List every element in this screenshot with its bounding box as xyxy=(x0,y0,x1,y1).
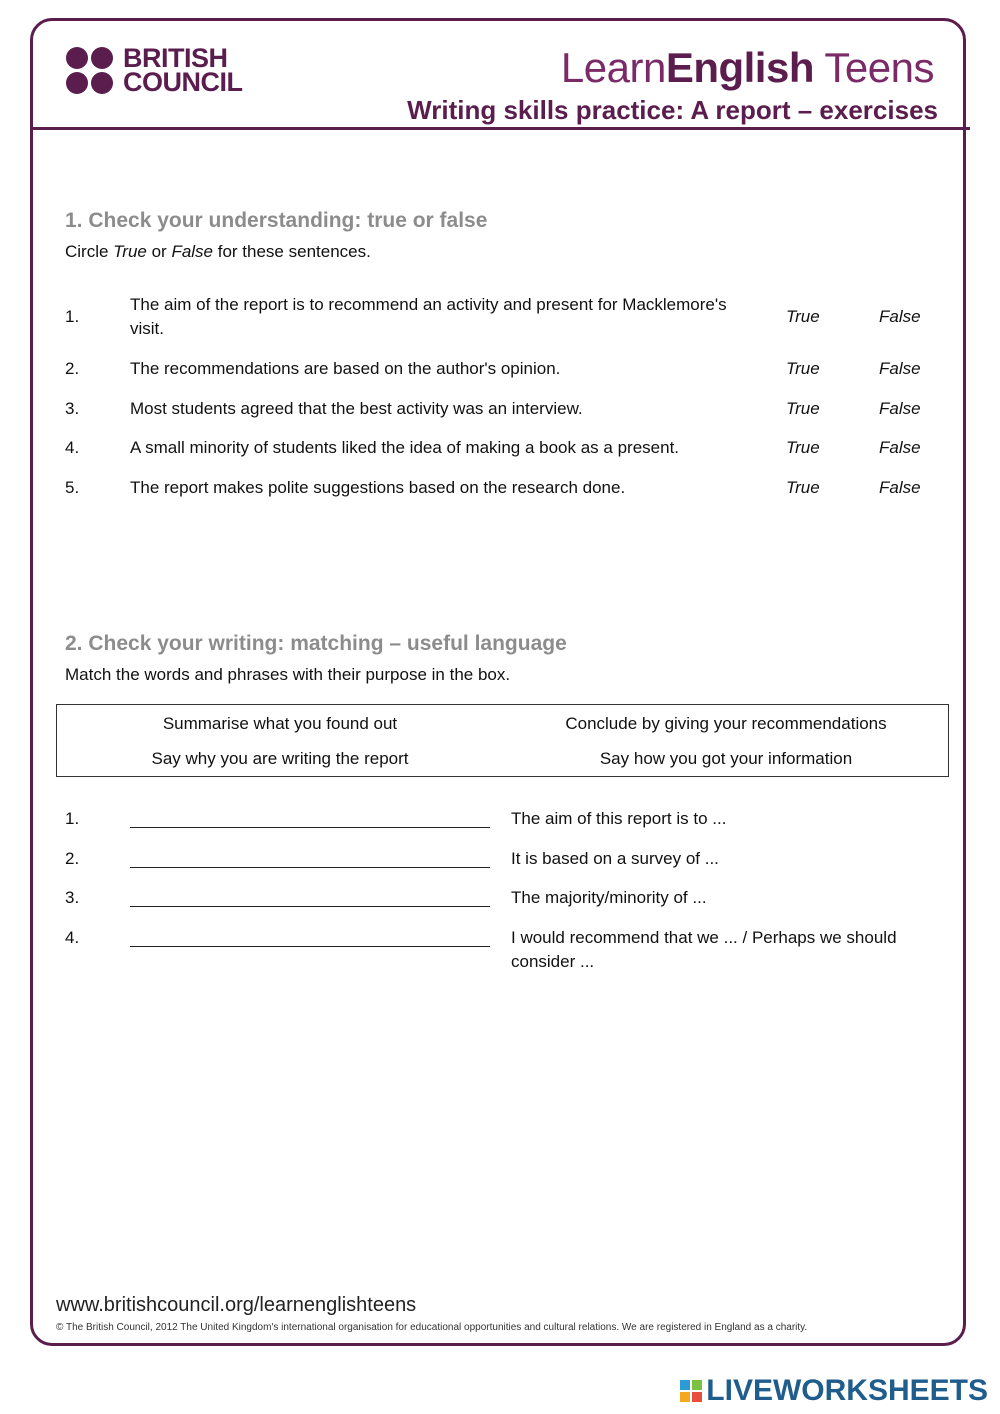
purpose-option: Summarise what you found out xyxy=(162,714,398,733)
item-number: 2. xyxy=(65,359,80,378)
false-option[interactable]: False xyxy=(879,399,921,418)
learnenglish-teens-logo: LearnEnglish Teens xyxy=(560,44,934,91)
true-option[interactable]: True xyxy=(786,438,820,457)
item-number: 5. xyxy=(65,478,80,497)
phrase: I would recommend that we ... / Perhaps we should consider ... xyxy=(511,928,897,971)
item-number: 1. xyxy=(65,307,80,326)
british-council-logo xyxy=(66,43,243,97)
statement: The aim of the report is to recommend an activity and present for Macklemore's visit. xyxy=(130,295,727,338)
section2-title: 2. Check your writing: matching – useful language xyxy=(65,632,567,655)
statement: The recommendations are based on the author's opinion. xyxy=(130,359,561,378)
footer-url: www.britishcouncil.org/learnenglishteens xyxy=(56,1294,417,1316)
false-option[interactable]: False xyxy=(879,438,921,457)
answer-blank[interactable] xyxy=(130,847,490,868)
statement: Most students agreed that the best activity was an interview. xyxy=(130,399,583,418)
purpose-box xyxy=(56,704,949,777)
purpose-option: Say why you are writing the report xyxy=(151,749,409,768)
phrase: It is based on a survey of ... xyxy=(511,849,719,868)
section1-title: 1. Check your understanding: true or false xyxy=(65,209,488,232)
section1-instruction: Circle True or False for these sentences. xyxy=(65,242,371,261)
statement: The report makes polite suggestions based on the research done. xyxy=(130,478,626,497)
true-option[interactable]: True xyxy=(786,478,820,497)
item-number: 3. xyxy=(65,888,80,907)
answer-blank[interactable] xyxy=(130,886,490,907)
answer-blank[interactable] xyxy=(130,926,490,947)
phrase: The aim of this report is to ... xyxy=(511,809,727,828)
item-number: 1. xyxy=(65,809,80,828)
liveworksheets-logo-icon xyxy=(680,1380,702,1402)
false-option[interactable]: False xyxy=(879,478,921,497)
answer-blank[interactable] xyxy=(130,807,490,828)
liveworksheets-watermark xyxy=(680,1374,988,1408)
false-option[interactable]: False xyxy=(879,307,921,326)
logo-dots-icon xyxy=(66,47,113,94)
header-divider xyxy=(30,127,970,130)
false-option[interactable]: False xyxy=(879,359,921,378)
item-number: 3. xyxy=(65,399,80,418)
true-option[interactable]: True xyxy=(786,307,820,326)
phrase: The majority/minority of ... xyxy=(511,888,707,907)
brand-line1: BRITISH xyxy=(123,43,228,73)
item-number: 2. xyxy=(65,849,80,868)
brand-line2: COUNCIL xyxy=(123,67,243,97)
section2-instruction: Match the words and phrases with their purpose in the box. xyxy=(65,665,511,684)
true-option[interactable]: True xyxy=(786,359,820,378)
item-number: 4. xyxy=(65,438,80,457)
purpose-option: Conclude by giving your recommendations xyxy=(565,714,887,733)
statement: A small minority of students liked the idea of making a book as a present. xyxy=(130,438,680,457)
footer-copyright: © The British Council, 2012 The United Kingdom's international organisation for educational opportunities and cultural relations. We are registered in England as a charity. xyxy=(56,1322,808,1333)
page-title: Writing skills practice: A report – exercises xyxy=(407,95,938,125)
watermark-text: LIVEWORKSHEETS xyxy=(706,1374,988,1407)
item-number: 4. xyxy=(65,928,80,947)
true-option[interactable]: True xyxy=(786,399,820,418)
purpose-option: Say how you got your information xyxy=(599,749,853,768)
